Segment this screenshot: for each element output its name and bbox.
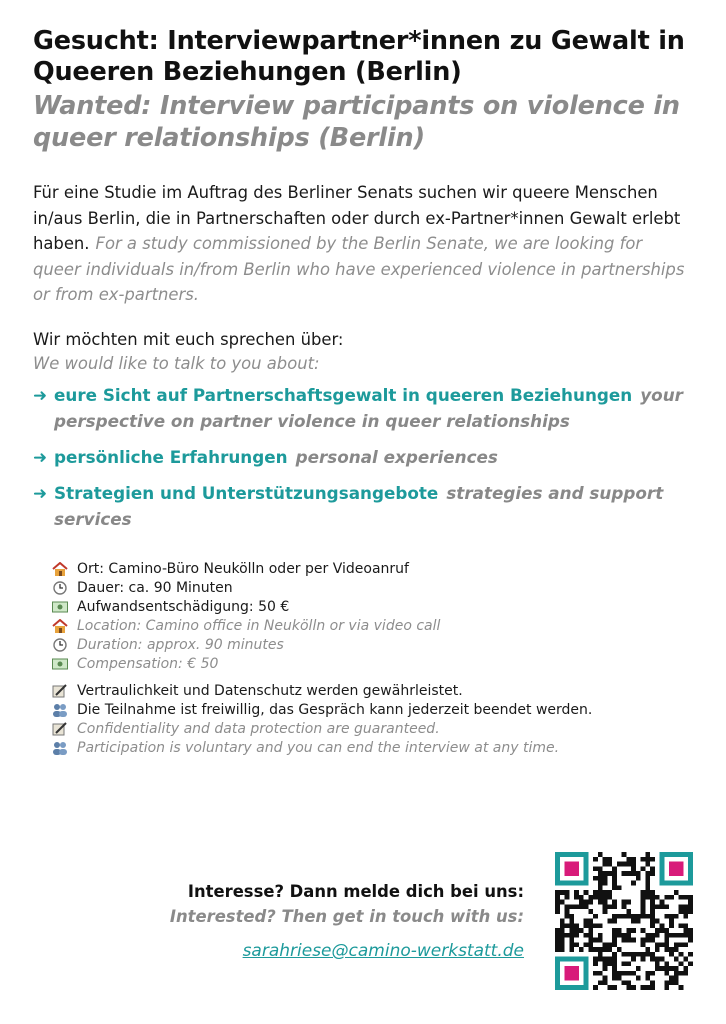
clock-icon [51,638,69,653]
note-text: Die Teilnahme ist freiwillig, das Gespräch kann jederzeit beendet werden. [77,701,593,718]
detail-text: Dauer: ca. 90 Minuten [77,579,233,596]
money-icon [51,600,69,615]
detail-row [51,636,693,655]
contact-block [150,880,524,961]
topic-en: strategies and support services [54,482,664,529]
qr-finder-top-right [660,852,693,885]
people-icon [51,741,69,756]
topic-de: Strategien und Unterstützungsangebote [54,482,439,503]
note-text: Confidentiality and data protection are guaranteed. [77,720,440,737]
contact-heading-de: Interesse? Dann melde dich bei uns: [187,882,524,901]
clock-icon [51,581,69,596]
intro-en: For a study commissioned by the Berlin Senate, we are looking for queer individuals in/from Berlin who have experienced violence in partnerships or from ex-partners. [33,234,685,304]
qr-code [555,852,693,990]
qr-finder-top-left [555,852,588,885]
detail-row [51,598,693,617]
email-link[interactable]: sarahriese@camino-werkstatt.de [242,941,524,961]
money-icon [51,657,69,672]
topic-item [33,382,693,434]
detail-row [51,560,693,579]
topic-de: eure Sicht auf Partnerschaftsgewalt in queeren Beziehungen [54,384,633,405]
arrow-icon: ➜ [33,446,48,467]
note-row [51,739,693,758]
topic-de: persönliche Erfahrungen [54,446,288,467]
note-row [51,701,693,720]
notes-list [33,682,693,758]
detail-text: Compensation: € 50 [77,655,219,672]
topic-item [33,480,693,532]
note-text: Vertraulichkeit und Datenschutz werden gewährleistet. [77,682,463,699]
people-icon [51,703,69,718]
detail-row [51,579,693,598]
title-de: Gesucht: Interviewpartner*innen zu Gewalt in Queeren Beziehungen (Berlin) [33,26,685,87]
pen-icon [51,722,69,737]
detail-text: Duration: approx. 90 minutes [77,636,284,653]
detail-row [51,655,693,674]
note-row [51,682,693,701]
contact-heading-en: Interested? Then get in touch with us: [169,907,524,926]
intro-paragraph [33,180,693,308]
pen-icon [51,684,69,699]
topic-en: your perspective on partner violence in queer relationships [54,384,683,431]
talk-heading-de: Wir möchten mit euch sprechen über: [33,329,344,349]
topic-en: personal experiences [295,446,498,467]
note-row [51,720,693,739]
flyer [33,26,693,758]
details-list [33,560,693,674]
arrow-icon: ➜ [33,384,48,405]
note-text: Participation is voluntary and you can end the interview at any time. [77,739,560,756]
detail-text: Location: Camino office in Neukölln or via video call [77,617,441,634]
talk-heading-en: We would like to talk to you about: [33,353,320,373]
topic-item [33,444,693,470]
detail-row [51,617,693,636]
house-icon [51,619,69,634]
intro-de: Für eine Studie im Auftrag des Berliner Senats suchen wir queere Menschen in/aus Berlin, die in Partnerschaften oder durch ex-Partner*innen Gewalt erlebt haben. [33,183,681,253]
arrow-icon: ➜ [33,482,48,503]
topics-list [33,382,693,532]
detail-text: Ort: Camino-Büro Neukölln oder per Videoanruf [77,560,409,577]
detail-text: Aufwandsentschädigung: 50 € [77,598,290,615]
house-icon [51,562,69,577]
title-en: Wanted: Interview participants on violence in queer relationships (Berlin) [33,91,680,153]
qr-finder-bottom-left [555,957,588,990]
